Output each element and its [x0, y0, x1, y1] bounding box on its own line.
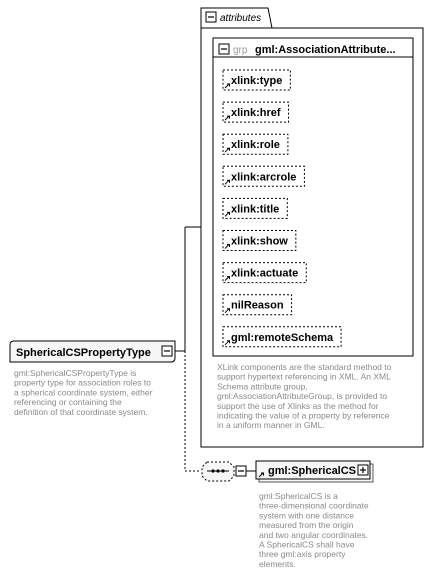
- main-type-box[interactable]: [10, 341, 175, 362]
- attribute-item[interactable]: [223, 166, 304, 186]
- attribute-item-label: xlink:role: [231, 139, 280, 152]
- description-line: system with one distance: [259, 510, 354, 521]
- attribute-item[interactable]: [223, 231, 296, 251]
- child-element-name: gml:SphericalCS: [268, 465, 357, 477]
- attribute-item-label: xlink:arcrole: [231, 171, 297, 184]
- main-type-collapse-icon[interactable]: [162, 346, 172, 356]
- description-line: A SphericalCS shall have: [259, 539, 355, 550]
- description-line: gml:SphericalCSPropertyType is: [14, 368, 137, 378]
- description-line: and two angular coordinates.: [259, 529, 369, 540]
- attribute-item[interactable]: [223, 102, 289, 122]
- description-line: measured from the origin: [259, 520, 354, 531]
- attribute-item-label: xlink:actuate: [231, 267, 299, 280]
- attribute-item[interactable]: [223, 263, 306, 283]
- attributes-collapse-icon[interactable]: [206, 12, 216, 22]
- sequence-compositor[interactable]: [202, 462, 256, 481]
- description-line: in a uniform manner in GML.: [217, 420, 325, 431]
- description-line: a spherical coordinate system, either: [14, 387, 153, 398]
- main-type-name: SphericalCSPropertyType: [16, 347, 151, 359]
- description-line: support the use of Xlinks as the method for: [217, 400, 379, 411]
- sequence-collapse-icon[interactable]: [236, 466, 246, 476]
- description-line: XLink components are the standard method to: [217, 362, 392, 372]
- attribute-item-label: xlink:title: [231, 203, 280, 216]
- description-line: indicating the value of a property by reference: [217, 410, 390, 421]
- child-expand-icon[interactable]: [358, 465, 368, 475]
- description-line: support hypertext referencing in XML. An XML: [217, 371, 391, 382]
- description-line: three-dimensional coordinate: [259, 500, 369, 511]
- group-collapse-icon[interactable]: [219, 44, 229, 54]
- description-line: definition of that coordinate system.: [14, 406, 148, 417]
- attribute-item-label: xlink:show: [231, 235, 288, 248]
- group-prefix: grp: [233, 45, 248, 56]
- description-line: referencing or containing the: [14, 397, 122, 408]
- main-type-description: [14, 368, 153, 417]
- attribute-item[interactable]: [223, 327, 341, 347]
- description-line: elements.: [259, 558, 296, 569]
- attribute-item-label: xlink:type: [231, 75, 283, 87]
- description-line: three gml:axis property: [259, 549, 346, 560]
- connectors: [175, 227, 201, 471]
- attribute-item-label: gml:remoteSchema: [231, 331, 334, 344]
- attribute-item[interactable]: [223, 198, 287, 218]
- group-name: gml:AssociationAttribute...: [255, 44, 396, 56]
- attributes-description: [217, 362, 392, 430]
- description-line: Schema attribute group,: [217, 381, 308, 392]
- description-line: gml:AssociationAttributeGroup, is provided to: [217, 391, 388, 402]
- attribute-item[interactable]: [223, 295, 292, 315]
- child-element-description: [259, 491, 369, 569]
- attribute-item-label: xlink:href: [231, 107, 281, 120]
- attributes-tab-label: attributes: [220, 13, 262, 24]
- attribute-item[interactable]: [223, 134, 288, 154]
- description-line: property type for association roles to: [14, 377, 152, 388]
- attribute-item-label: nilReason: [231, 299, 284, 312]
- attribute-item[interactable]: [223, 70, 290, 90]
- child-element-box[interactable]: [256, 461, 373, 482]
- description-line: gml:SphericalCS is a: [259, 491, 338, 501]
